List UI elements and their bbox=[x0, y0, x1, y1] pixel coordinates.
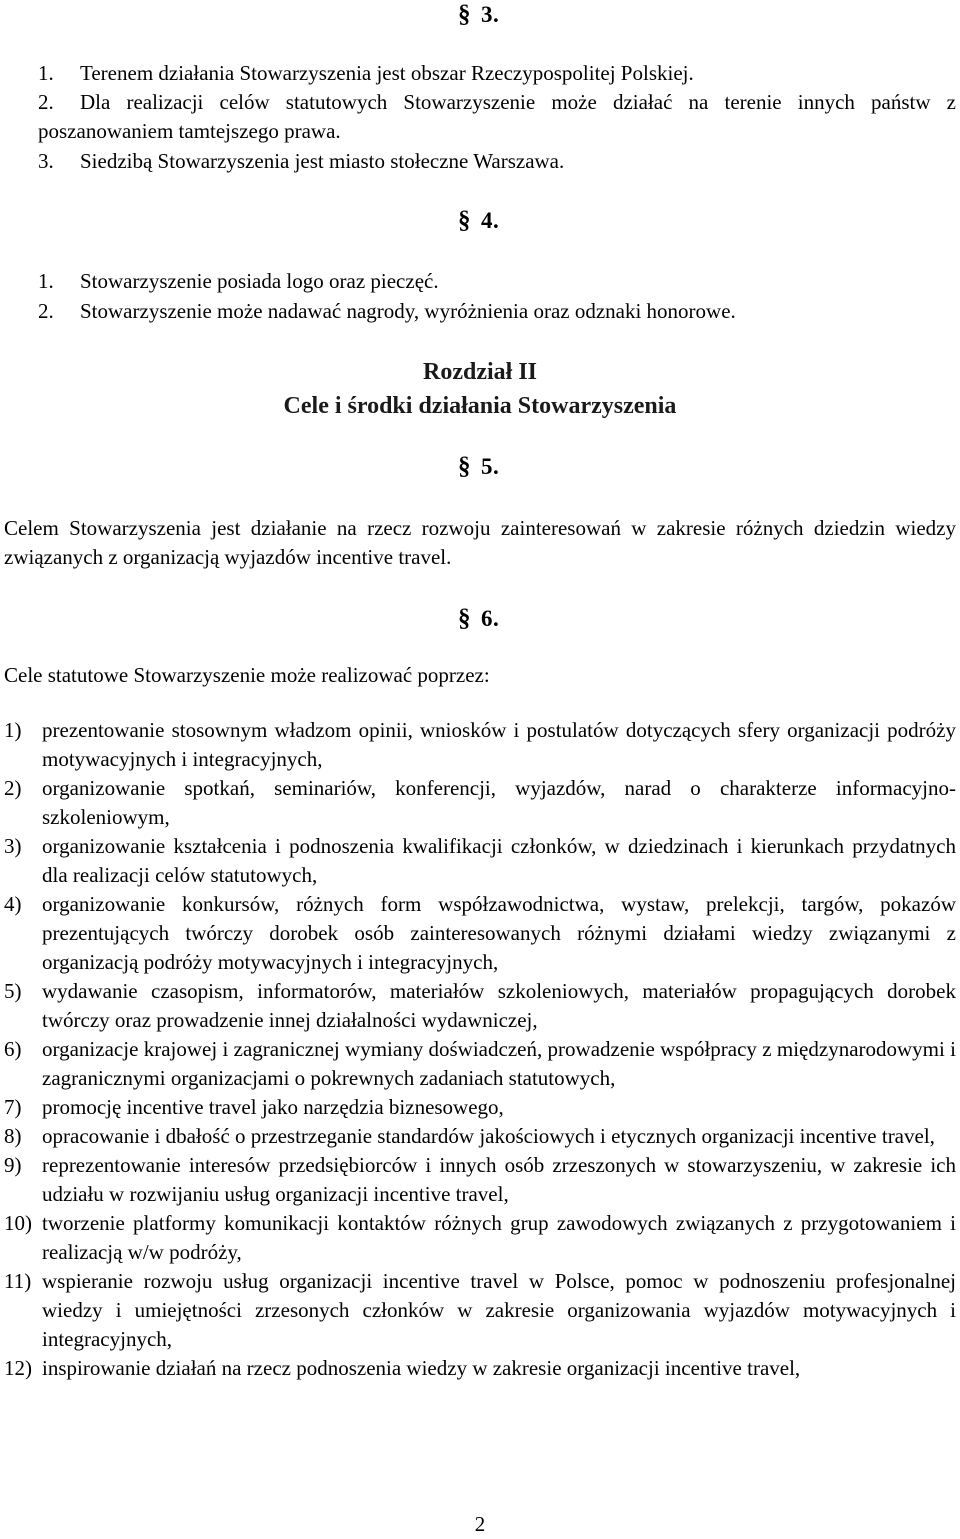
list-item bbox=[4, 977, 956, 1035]
list-item-text: promocję incentive travel jako narzędzia biznesowego, bbox=[42, 1095, 504, 1119]
chapter-subtitle: Cele i środki działania Stowarzyszenia bbox=[283, 393, 677, 419]
list-item bbox=[4, 1035, 956, 1093]
list-item bbox=[4, 1354, 956, 1383]
list-item bbox=[4, 832, 956, 890]
section-sign: § bbox=[458, 605, 471, 632]
s3-item-1 bbox=[38, 59, 938, 88]
list-item-text: wydawanie czasopism, informatorów, materiałów szkoleniowych, materiałów propagujących dorobek twórczy oraz prowadzenie innej działalności wydawniczej, bbox=[42, 979, 956, 1032]
item-number: 2. bbox=[38, 90, 54, 114]
item-number: 1. bbox=[38, 269, 54, 293]
list-item-number: 9) bbox=[4, 1153, 22, 1177]
list-item-number: 2) bbox=[4, 776, 22, 800]
section-sign: § bbox=[458, 1, 471, 28]
list-item-number: 3) bbox=[4, 834, 22, 858]
list-item bbox=[4, 890, 956, 977]
section-4-heading bbox=[458, 206, 499, 235]
item-number: 3. bbox=[38, 149, 54, 173]
list-item-text: inspirowanie działań na rzecz podnoszenia wiedzy w zakresie organizacji incentive travel, bbox=[42, 1356, 801, 1380]
section-number: 3. bbox=[481, 2, 500, 27]
list-item-text: organizowanie konkursów, różnych form współzawodnictwa, wystaw, prelekcji, targów, pokazów prezentujących twórczy dorobek osób zainteresowanych różnymi działami wiedzy związanymi z organizacją podróży motywacyjnych i integracyjnych, bbox=[42, 892, 956, 974]
section-6-intro: Cele statutowe Stowarzyszenie może realizować poprzez: bbox=[4, 663, 490, 687]
list-item-text: organizowanie spotkań, seminariów, konferencji, wyjazdów, narad o charakterze informacyjno-szkoleniowym, bbox=[42, 776, 956, 829]
s3-item-2 bbox=[38, 88, 956, 146]
section-number: 4. bbox=[481, 208, 500, 233]
list-item-text: tworzenie platformy komunikacji kontaktów różnych grup zawodowych związanych z przygotowaniem i realizacją w/w podróży, bbox=[42, 1211, 956, 1264]
section-sign: § bbox=[458, 207, 471, 234]
section-3-heading bbox=[458, 0, 499, 29]
list-item-number: 4) bbox=[4, 892, 22, 916]
statutory-goals-list bbox=[4, 716, 956, 1383]
list-item bbox=[4, 1267, 956, 1354]
list-item-number: 12) bbox=[4, 1356, 32, 1380]
list-item-number: 1) bbox=[4, 718, 22, 742]
list-item-text: organizacje krajowej i zagranicznej wymiany doświadczeń, prowadzenie współpracy z międzynarodowymi i zagranicznymi organizacjami o pokrewnych zadaniach statutowych, bbox=[42, 1037, 956, 1090]
section-number: 5. bbox=[481, 454, 500, 479]
list-item-text: prezentowanie stosownym władzom opinii, wniosków i postulatów dotyczących sfery organizacji podróży motywacyjnych i integracyjnych, bbox=[42, 718, 956, 771]
section-number: 6. bbox=[481, 606, 500, 631]
list-item-number: 5) bbox=[4, 979, 22, 1003]
section-5-text: Celem Stowarzyszenia jest działanie na rzecz rozwoju zainteresowań w zakresie różnych dziedzin wiedzy związanych z organizacją wyjazdów incentive travel. bbox=[4, 516, 956, 569]
list-item bbox=[4, 1093, 956, 1122]
list-item-number: 10) bbox=[4, 1211, 32, 1235]
list-item-text: reprezentowanie interesów przedsiębiorców i innych osób zrzeszonych w stowarzyszeniu, w zakresie ich udziału w rozwijaniu usług organizacji incentive travel, bbox=[42, 1153, 956, 1206]
item-number: 1. bbox=[38, 61, 54, 85]
list-item-number: 11) bbox=[4, 1269, 32, 1293]
list-item bbox=[4, 1209, 956, 1267]
list-item-text: organizowanie kształcenia i podnoszenia kwalifikacji członków, w dziedzinach i kierunkach przydatnych dla realizacji celów statutowych, bbox=[42, 834, 956, 887]
item-text: Stowarzyszenie może nadawać nagrody, wyróżnienia oraz odznaki honorowe. bbox=[80, 299, 736, 323]
item-text: Siedzibą Stowarzyszenia jest miasto stołeczne Warszawa. bbox=[80, 149, 565, 173]
list-item-number: 6) bbox=[4, 1037, 22, 1061]
list-item bbox=[4, 1122, 956, 1151]
section-6-heading bbox=[458, 604, 499, 633]
list-item bbox=[4, 774, 956, 832]
list-item-text: wspieranie rozwoju usług organizacji incentive travel w Polsce, pomoc w podnoszeniu profesjonalnej wiedzy i umiejętności zrzesonych członków w zakresie organizowania wyjazdów motywacyjnych i integracyjnych, bbox=[42, 1269, 956, 1351]
list-item-number: 7) bbox=[4, 1095, 22, 1119]
s4-item-2 bbox=[38, 297, 938, 326]
s4-item-1 bbox=[38, 267, 938, 296]
list-item bbox=[4, 1151, 956, 1209]
item-text: Terenem działania Stowarzyszenia jest obszar Rzeczypospolitej Polskiej. bbox=[80, 61, 694, 85]
section-5-heading bbox=[458, 452, 499, 481]
item-text: Dla realizacji celów statutowych Stowarzyszenie może działać na terenie innych państw z poszanowaniem tamtejszego prawa. bbox=[38, 90, 956, 143]
s3-item-3 bbox=[38, 147, 938, 176]
item-number: 2. bbox=[38, 299, 54, 323]
item-text: Stowarzyszenie posiada logo oraz pieczęć. bbox=[80, 269, 439, 293]
page-number: 2 bbox=[474, 1512, 486, 1536]
chapter-title: Rozdział II bbox=[423, 359, 537, 385]
list-item bbox=[4, 716, 956, 774]
list-item-number: 8) bbox=[4, 1124, 22, 1148]
section-sign: § bbox=[458, 453, 471, 480]
list-item-text: opracowanie i dbałość o przestrzeganie standardów jakościowych i etycznych organizacji incentive travel, bbox=[42, 1124, 935, 1148]
